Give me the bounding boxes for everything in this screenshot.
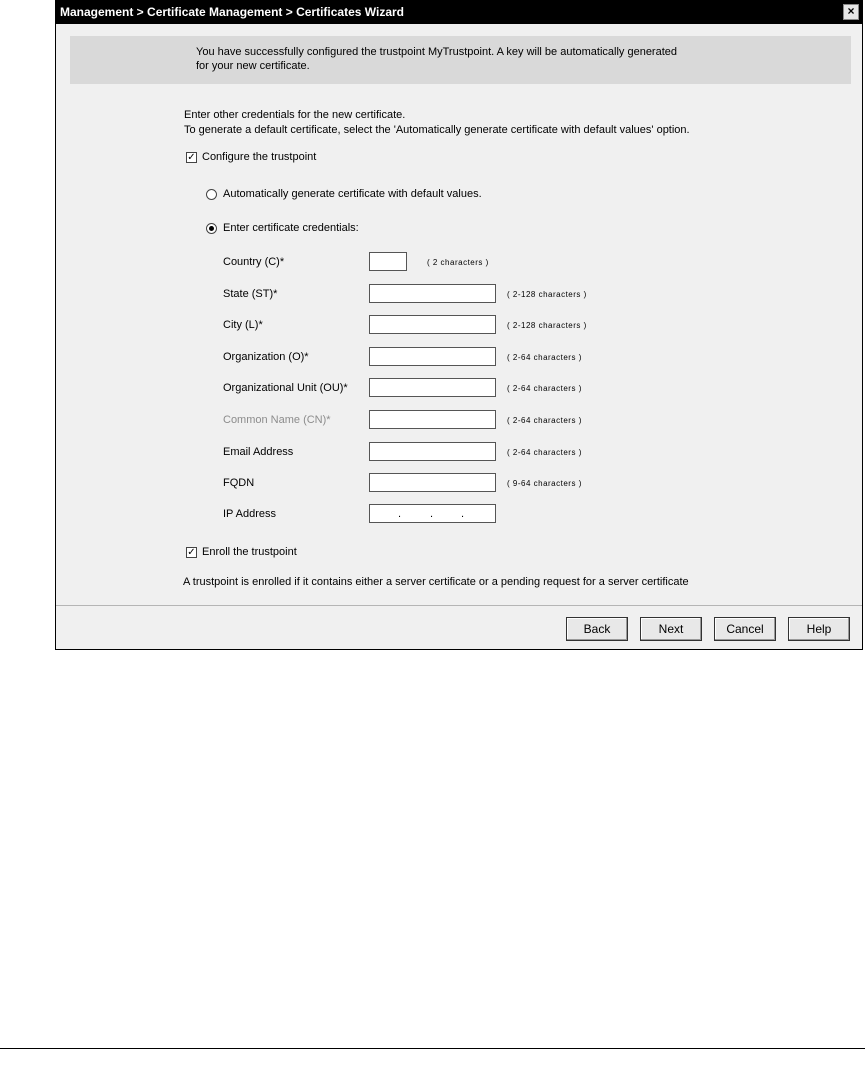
configure-trustpoint-label: Configure the trustpoint — [202, 151, 317, 163]
auto-generate-radio[interactable] — [206, 189, 217, 200]
org-unit-hint: ( 2-64 characters ) — [507, 384, 582, 393]
ip-dot-2: . — [430, 508, 434, 520]
fqdn-input[interactable] — [369, 473, 496, 492]
city-input[interactable] — [369, 315, 496, 334]
banner-line-1: You have successfully configured the trustpoint MyTrustpoint. A key will be automatically generated — [196, 46, 678, 58]
ip-dot-3: . — [461, 508, 465, 520]
organization-label: Organization (O)* — [223, 351, 309, 363]
common-name-input[interactable] — [369, 410, 496, 429]
common-name-label: Common Name (CN)* — [223, 414, 331, 426]
banner-line-2: for your new certificate. — [196, 60, 310, 72]
intro-line-1: Enter other credentials for the new certificate. — [184, 109, 406, 121]
email-label: Email Address — [223, 446, 294, 458]
city-label: City (L)* — [223, 319, 263, 331]
organization-hint: ( 2-64 characters ) — [507, 353, 582, 362]
city-hint: ( 2-128 characters ) — [507, 321, 587, 330]
certificates-wizard-window — [55, 0, 863, 650]
org-unit-label: Organizational Unit (OU)* — [223, 382, 348, 394]
country-hint: ( 2 characters ) — [427, 258, 489, 267]
fqdn-hint: ( 9-64 characters ) — [507, 479, 582, 488]
success-banner — [70, 36, 851, 84]
enroll-trustpoint-checkbox[interactable]: ✓ — [187, 547, 196, 558]
org-unit-input[interactable] — [369, 378, 496, 397]
organization-input[interactable] — [369, 347, 496, 366]
next-button[interactable]: Next — [640, 617, 702, 641]
state-hint: ( 2-128 characters ) — [507, 290, 587, 299]
country-label: Country (C)* — [223, 256, 285, 268]
intro-line-2: To generate a default certificate, select the 'Automatically generate certificate with default values' option. — [184, 124, 690, 136]
state-label: State (ST)* — [223, 288, 278, 300]
window-titlebar — [56, 1, 862, 24]
enroll-trustpoint-label: Enroll the trustpoint — [202, 546, 297, 558]
cancel-button[interactable]: Cancel — [714, 617, 776, 641]
page-footer-rule — [0, 1048, 865, 1049]
button-separator — [56, 605, 862, 606]
back-button[interactable]: Back — [566, 617, 628, 641]
email-hint: ( 2-64 characters ) — [507, 448, 582, 457]
ip-address-input[interactable] — [369, 504, 496, 523]
state-input[interactable] — [369, 284, 496, 303]
window-title: Management > Certificate Management > Certificates Wizard — [60, 5, 404, 19]
ip-dot-1: . — [398, 508, 402, 520]
help-button[interactable]: Help — [788, 617, 850, 641]
close-icon[interactable]: × — [843, 4, 859, 20]
common-name-hint: ( 2-64 characters ) — [507, 416, 582, 425]
enter-credentials-label: Enter certificate credentials: — [223, 222, 359, 234]
email-input[interactable] — [369, 442, 496, 461]
enter-credentials-radio[interactable] — [206, 223, 217, 234]
auto-generate-label: Automatically generate certificate with default values. — [223, 188, 482, 200]
configure-trustpoint-checkbox[interactable]: ✓ — [187, 152, 196, 163]
fqdn-label: FQDN — [223, 477, 255, 489]
enroll-note: A trustpoint is enrolled if it contains either a server certificate or a pending request for a server certificate — [183, 576, 689, 588]
ip-address-label: IP Address — [223, 508, 276, 520]
country-input[interactable] — [369, 252, 407, 271]
